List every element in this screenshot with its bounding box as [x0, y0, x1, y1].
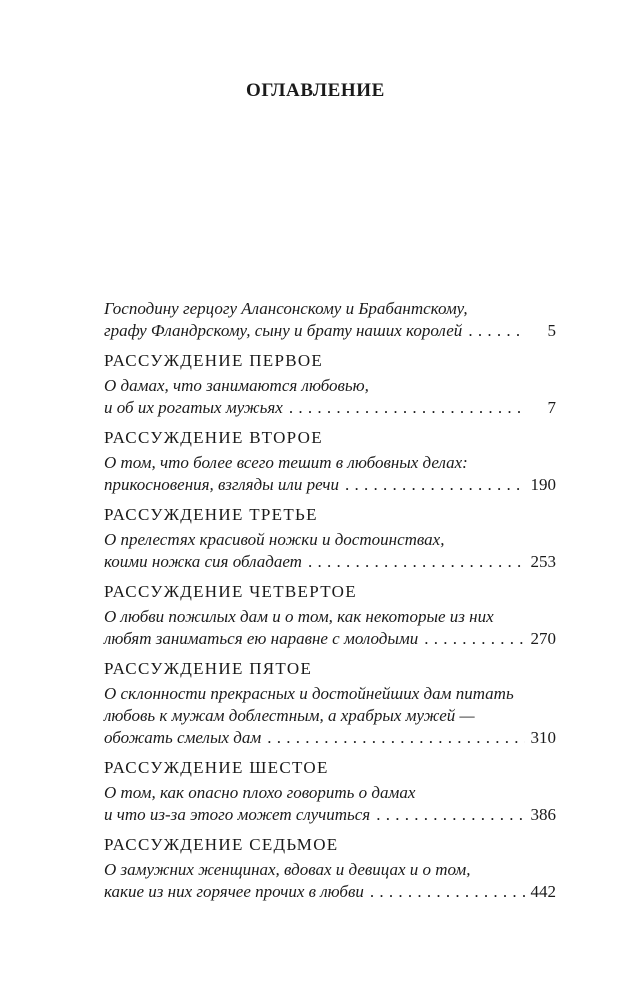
chapter-heading: РАССУЖДЕНИЕ ПЕРВОЕ — [104, 351, 324, 370]
chapter-heading: РАССУЖДЕНИЕ ВТОРОЕ — [104, 428, 323, 447]
dot-leader — [308, 551, 525, 573]
dot-leader — [370, 881, 525, 903]
entry-line: прикосновения, взгляды или речи — [104, 475, 340, 494]
chapter-entry — [104, 683, 556, 749]
dot-leader — [424, 628, 524, 650]
entry-line: любовь к мужам доблестным, а храбрых мужей — — [104, 706, 475, 725]
entry-line: любят заниматься ею наравне с молодыми — [104, 629, 419, 648]
page-number: 5 — [547, 321, 556, 340]
entry-line: и что из-за этого может случиться — [104, 805, 371, 824]
chapter-entry — [104, 529, 556, 573]
page-number: 386 — [530, 805, 556, 824]
chapter-entry — [104, 782, 556, 826]
dedication-entry[interactable] — [104, 298, 556, 342]
chapter-heading: РАССУЖДЕНИЕ СЕДЬМОЕ — [104, 835, 339, 854]
dot-leader — [289, 397, 526, 419]
dot-leader — [468, 320, 526, 342]
chapter-entry — [104, 859, 556, 903]
chapter-entry — [104, 452, 556, 496]
page-title: ОГЛАВЛЕНИЕ — [246, 80, 385, 101]
entry-line: О любви пожилых дам и о том, как некоторые из них — [104, 607, 494, 626]
entry-last-line — [104, 727, 556, 749]
entry-line: графу Фландрскому, сыну и брату наших королей — [104, 321, 463, 340]
page-number: 270 — [530, 629, 556, 648]
toc-section[interactable] — [104, 581, 556, 650]
entry-last-line — [104, 320, 556, 342]
entry-line: О замужних женщинах, вдовах и девицах и о том, — [104, 860, 471, 879]
entry-line: О склонности прекрасных и достойнейших дам питать — [104, 684, 514, 703]
chapter-entry — [104, 606, 556, 650]
dot-leader — [267, 727, 524, 749]
page-number: 7 — [547, 398, 556, 417]
dot-leader — [345, 474, 524, 496]
entry-line: О том, как опасно плохо говорить о дамах — [104, 783, 416, 802]
entry-line: О прелестях красивой ножки и достоинствах, — [104, 530, 445, 549]
entry-last-line — [104, 881, 556, 903]
dot-leader — [376, 804, 524, 826]
entry-last-line — [104, 551, 556, 573]
chapter-entry — [104, 375, 556, 419]
chapter-heading: РАССУЖДЕНИЕ ШЕСТОЕ — [104, 758, 329, 777]
page-number: 310 — [530, 728, 556, 747]
entry-line: О том, что более всего тешит в любовных делах: — [104, 453, 468, 472]
page-number: 442 — [530, 882, 556, 901]
entry-last-line — [104, 628, 556, 650]
toc-section[interactable] — [104, 504, 556, 573]
toc-section[interactable] — [104, 350, 556, 419]
entry-line: и об их рогатых мужьях — [104, 398, 283, 417]
table-of-contents — [104, 298, 556, 909]
chapter-list — [104, 350, 556, 903]
entry-last-line — [104, 397, 556, 419]
toc-section[interactable] — [104, 757, 556, 826]
entry-line: О дамах, что занимаются любовью, — [104, 376, 369, 395]
entry-last-line — [104, 804, 556, 826]
page-number: 190 — [530, 475, 556, 494]
entry-line: обожать смелых дам — [104, 728, 262, 747]
chapter-heading: РАССУЖДЕНИЕ ПЯТОЕ — [104, 659, 313, 678]
entry-line: какие из них горячее прочих в любви — [104, 882, 364, 901]
entry-line: Господину герцогу Алансонскому и Брабантскому, — [104, 299, 468, 318]
toc-section[interactable] — [104, 834, 556, 903]
toc-section[interactable] — [104, 658, 556, 749]
chapter-heading: РАССУЖДЕНИЕ ЧЕТВЕРТОЕ — [104, 582, 357, 601]
entry-last-line — [104, 474, 556, 496]
page-number: 253 — [530, 552, 556, 571]
toc-section[interactable] — [104, 427, 556, 496]
entry-line: коими ножка сия обладает — [104, 552, 302, 571]
chapter-heading: РАССУЖДЕНИЕ ТРЕТЬЕ — [104, 505, 318, 524]
